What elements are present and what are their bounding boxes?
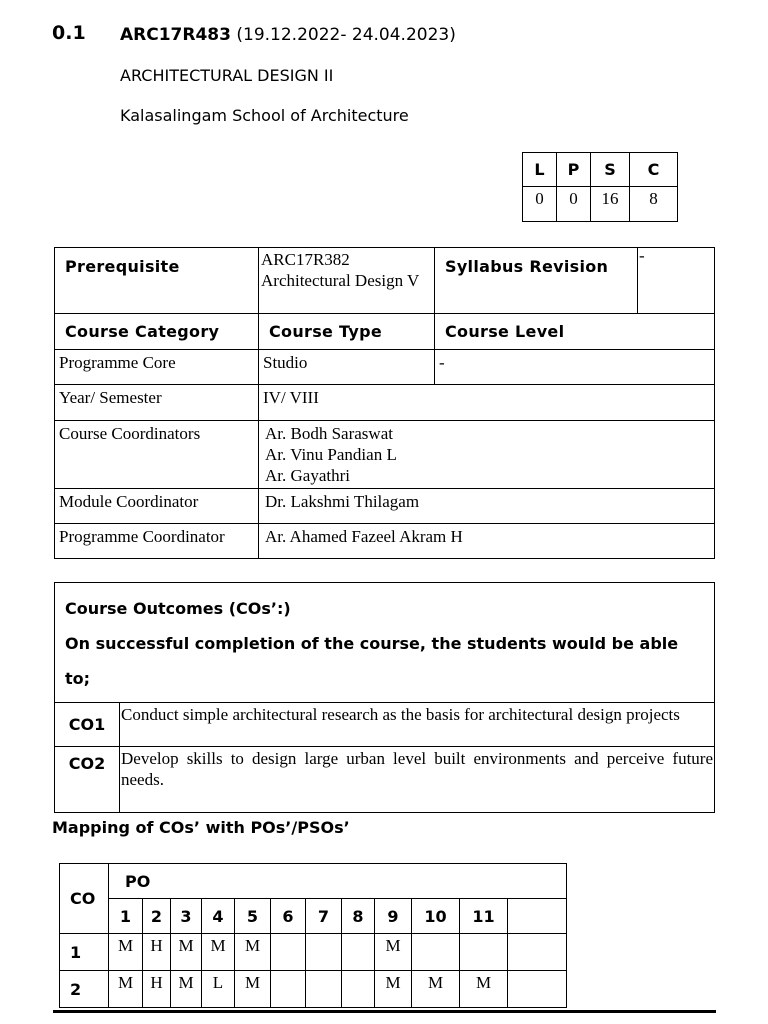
po-column-header: PO [109, 864, 567, 899]
mapping-cell: M [375, 934, 412, 971]
po-number [508, 899, 567, 934]
po-number: 11 [460, 899, 508, 934]
mapping-cell: M [375, 971, 412, 1008]
course-title: ARCHITECTURAL DESIGN II [120, 66, 334, 85]
mapping-cell: M [171, 934, 202, 971]
mapping-cell [306, 971, 342, 1008]
mapping-cell: M [460, 971, 508, 1008]
po-number: 8 [342, 899, 375, 934]
mapping-cell: M [235, 971, 271, 1008]
co-text: Conduct simple architectural research as the basis for architectural design projects [120, 703, 715, 747]
mapping-cell [342, 934, 375, 971]
mapping-cell [271, 971, 306, 1008]
mapping-cell: M [202, 934, 235, 971]
mapping-cell: M [171, 971, 202, 1008]
programme-coordinator-value: Ar. Ahamed Fazeel Akram H [259, 524, 715, 559]
po-number: 6 [271, 899, 306, 934]
mapping-cell [460, 934, 508, 971]
course-coordinators-list [259, 421, 715, 489]
co-code: CO1 [55, 703, 120, 747]
syllabus-revision-label: Syllabus Revision [435, 248, 638, 314]
value-c: 8 [630, 187, 678, 222]
mapping-cell [306, 934, 342, 971]
po-number: 3 [171, 899, 202, 934]
prerequisite-value: ARC17R382 Architectural Design V [259, 248, 435, 314]
module-coordinator-label: Module Coordinator [55, 489, 259, 524]
co-column-header: CO [60, 864, 109, 934]
mapping-cell: M [109, 971, 143, 1008]
date-range: (19.12.2022- 24.04.2023) [236, 25, 456, 45]
mapping-cell [342, 971, 375, 1008]
syllabus-revision-value: - [638, 248, 715, 314]
course-code-line [120, 25, 456, 45]
co-code: CO2 [55, 747, 120, 813]
mapping-cell: H [143, 934, 171, 971]
header-c: C [630, 153, 678, 187]
mapping-cell: H [143, 971, 171, 1008]
school-name: Kalasalingam School of Architecture [120, 106, 409, 125]
course-outcomes-header [55, 583, 715, 703]
co-text: Develop skills to design large urban level built environments and perceive future needs. [120, 747, 715, 813]
header-p: P [557, 153, 591, 187]
mapping-title: Mapping of COs’ with POs’/PSOs’ [52, 818, 350, 837]
mapping-cell [412, 934, 460, 971]
programme-coordinator-label: Programme Coordinator [55, 524, 259, 559]
course-category-value: Programme Core [55, 350, 259, 385]
value-p: 0 [557, 187, 591, 222]
course-category-label: Course Category [55, 314, 259, 350]
credit-table [522, 152, 678, 222]
course-info-table [54, 247, 715, 559]
course-coordinator: Ar. Bodh Saraswat [265, 424, 393, 443]
po-number: 7 [306, 899, 342, 934]
year-semester-label: Year/ Semester [55, 385, 259, 421]
course-type-label: Course Type [259, 314, 435, 350]
mapping-cell [508, 971, 567, 1008]
course-coordinator: Ar. Gayathri [265, 466, 350, 485]
po-number: 2 [143, 899, 171, 934]
mapping-cell: M [109, 934, 143, 971]
mapping-cell [271, 934, 306, 971]
header-l: L [523, 153, 557, 187]
co-po-mapping-table [59, 863, 567, 1008]
course-type-value: Studio [259, 350, 435, 385]
section-number: 0.1 [52, 22, 86, 44]
module-coordinator-value: Dr. Lakshmi Thilagam [259, 489, 715, 524]
header-s: S [591, 153, 630, 187]
course-level-label: Course Level [435, 314, 715, 350]
course-coordinators-label: Course Coordinators [55, 421, 259, 489]
value-l: 0 [523, 187, 557, 222]
mapping-cell: M [235, 934, 271, 971]
po-number: 9 [375, 899, 412, 934]
po-number: 10 [412, 899, 460, 934]
course-outcomes-table [54, 582, 715, 813]
course-coordinator: Ar. Vinu Pandian L [265, 445, 397, 464]
co-row-number: 1 [60, 934, 109, 971]
po-number: 5 [235, 899, 271, 934]
course-outcomes-title: Course Outcomes (COs’:) [65, 599, 291, 618]
course-level-value: - [435, 350, 715, 385]
course-code: ARC17R483 [120, 25, 231, 45]
course-outcomes-intro: On successful completion of the course, the students would be able to; [65, 634, 679, 688]
po-number: 1 [109, 899, 143, 934]
co-row-number: 2 [60, 971, 109, 1008]
prerequisite-label: Prerequisite [55, 248, 259, 314]
po-number: 4 [202, 899, 235, 934]
bottom-rule [53, 1010, 716, 1013]
mapping-cell [508, 934, 567, 971]
value-s: 16 [591, 187, 630, 222]
mapping-cell: M [412, 971, 460, 1008]
year-semester-value: IV/ VIII [259, 385, 715, 421]
mapping-cell: L [202, 971, 235, 1008]
